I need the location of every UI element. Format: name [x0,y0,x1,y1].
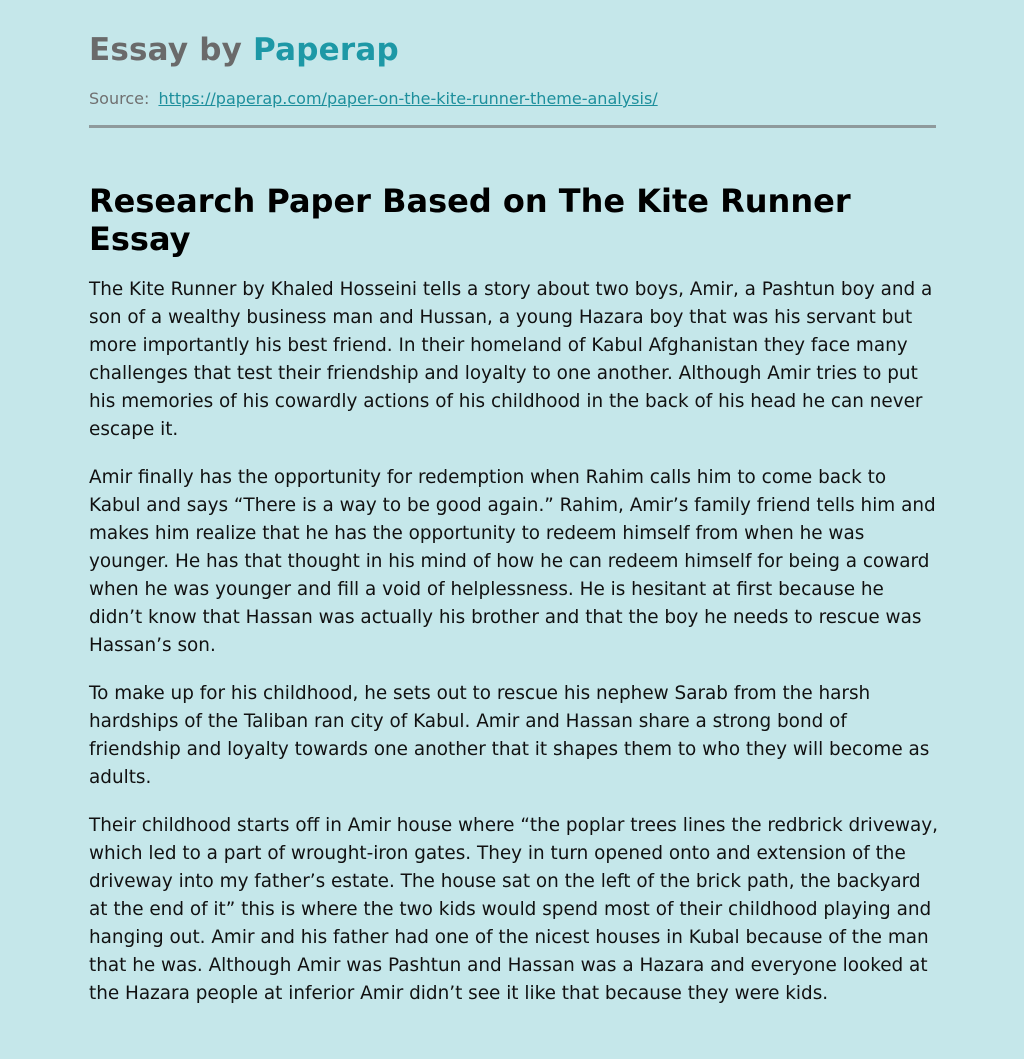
brand-name: Paperap [253,32,399,68]
source-link[interactable]: https://paperap.com/paper-on-the-kite-runner-theme-analysis/ [158,89,658,108]
paragraph: The Kite Runner by Khaled Hosseini tells a story about two boys, Amir, a Pashtun boy and a son of a wealthy business man and Hussan, a young Hazara boy that was his servant but more importantly his best friend. In their homeland of Kabul Afghanistan they face many challenges that test their friendship and loyalty to one another. Although Amir tries to put his memories of his cowardly actions of his childhood in the back of his head he can never escape it. [89,279,933,440]
paragraph: To make up for his childhood, he sets out to rescue his nephew Sarab from the harsh hardships of the Taliban ran city of Kabul. Amir and Hassan share a strong bond of friendship and loyalty towards one another that it shapes them to who they will become as adults. [89,683,930,788]
essay-title: Research Paper Based on The Kite Runner Essay [89,182,851,258]
paragraph: Their childhood starts off in Amir house where “the poplar trees lines the redbrick driveway, which led to a part of wrought-iron gates. They in turn opened onto and extension of the driveway into my father’s estate. The house sat on the left of the brick path, the backyard at the end of it” this is where the two kids would spend most of their childhood playing and hanging out. Amir and his father had one of the nicest houses in Kubal because of the man that he was. Although Amir was Pashtun and Hassan was a Hazara and everyone looked at the Hazara people at inferior Amir didn’t see it like that because they were kids. [89,815,939,1004]
brand-prefix: Essay by [89,32,254,68]
paragraph: Amir finally has the opportunity for redemption when Rahim calls him to come back to Kabul and says “There is a way to be good again.” Rahim, Amir’s family friend tells him and makes him realize that he has the opportunity to redeem himself from when he was younger. He has that thought in his mind of how he can redeem himself for being a coward when he was younger and fill a void of helplessness. He is hesitant at first because he didn’t know that Hassan was actually his brother and that the boy he needs to rescue was Hassan’s son. [89,467,936,656]
source-line [89,88,935,110]
header-divider [89,125,936,128]
site-brand[interactable] [89,30,935,70]
source-label: Source: [89,89,150,108]
essay-body [89,276,939,1008]
